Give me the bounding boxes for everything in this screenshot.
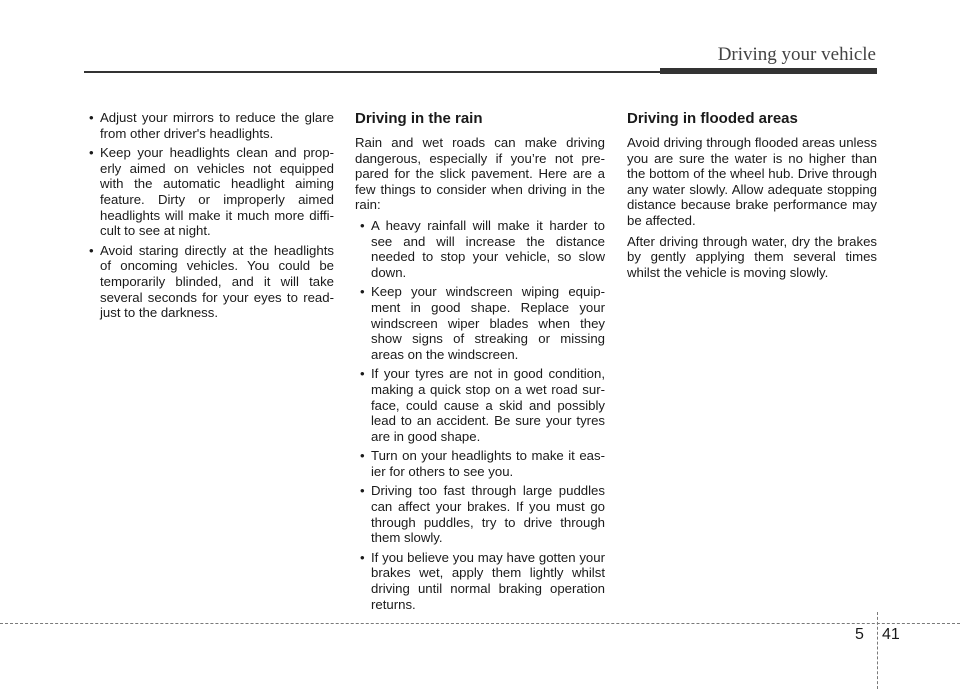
chapter-number: 5	[855, 626, 864, 643]
bullet-glyph: •	[360, 366, 365, 382]
footer-divider	[877, 612, 878, 689]
bullet-glyph: •	[89, 145, 94, 161]
rain-tips-list	[355, 218, 605, 612]
flooded-heading: Driving in flooded areas	[627, 110, 798, 127]
rain-intro: Rain and wet roads can make driving dangerous, especially if you’re not prepared for the slick pavement. Here are a few things to consider when driving in the rain:	[355, 135, 605, 213]
flooded-paragraph: Avoid driving through flooded areas unless you are sure the water is no higher than the bottom of the wheel hub. Drive through any water slowly. Allow adequate stopping distance because brake performance may be affected.	[627, 135, 877, 228]
list-item: • Avoid staring directly at the headlights of oncoming vehicles. You could be temporarily blinded, and it will take several seconds for your eyes to readjust to the darkness.	[89, 242, 334, 321]
list-item: • Keep your headlights clean and properly aimed on vehicles not equipped with the automatic headlight aiming feature. Dirty or improperly aimed headlights will make it much more difficult to see at night.	[89, 145, 334, 239]
header-rule-thin	[84, 71, 660, 73]
footer-rule	[0, 623, 960, 624]
bullet-glyph: •	[360, 217, 365, 233]
list-item: • If your tyres are not in good condition, making a quick stop on a wet road surface, could cause a skid and possibly lead to an accident. Be sure your tyres are in good shape.	[360, 366, 605, 444]
list-item: • If you believe you may have gotten your brakes wet, apply them lightly whilst driving until normal braking operation returns.	[360, 549, 605, 612]
header-rule-thick	[660, 68, 877, 74]
list-item: • Adjust your mirrors to reduce the glare from other driver's headlights.	[89, 110, 334, 141]
list-item: • Keep your windscreen wiping equipment in good shape. Replace your windscreen wiper blades when they show signs of streaking or missing areas on the windscreen.	[360, 284, 605, 362]
bullet-glyph: •	[89, 242, 94, 258]
bullet-glyph: •	[89, 110, 94, 125]
column-1	[84, 110, 334, 325]
list-item: • Driving too fast through large puddles can affect your brakes. If you must go through puddles, try to drive through them slowly.	[360, 483, 605, 546]
rain-heading: Driving in the rain	[355, 110, 483, 127]
section-title: Driving your vehicle	[717, 44, 876, 65]
list-item: • A heavy rainfall will make it harder to see and will increase the distance needed to stop your vehicle, so slow down.	[360, 217, 605, 280]
bullet-glyph: •	[360, 483, 365, 499]
bullet-glyph: •	[360, 549, 365, 565]
page-number: 41	[882, 626, 900, 643]
column-3	[627, 110, 877, 285]
bullet-glyph: •	[360, 448, 365, 464]
flooded-paragraph: After driving through water, dry the brakes by gently applying them several times whilst the vehicle is moving slowly.	[627, 233, 877, 280]
headlight-tips-list	[84, 110, 334, 321]
column-2	[355, 110, 605, 616]
list-item: • Turn on your headlights to make it easier for others to see you.	[360, 448, 605, 479]
bullet-glyph: •	[360, 284, 365, 300]
